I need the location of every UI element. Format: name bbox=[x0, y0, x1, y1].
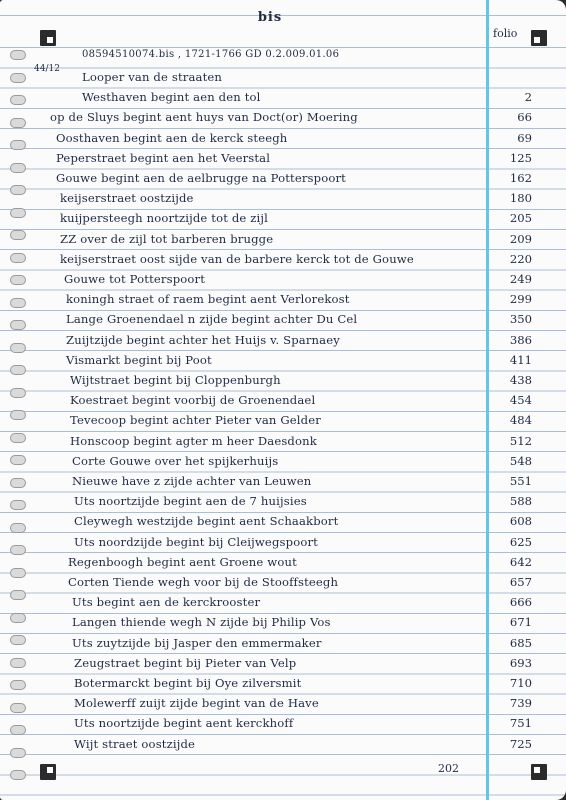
list-item bbox=[0, 674, 566, 694]
archive-reference: 08594510074.bis , 1721-1766 GD 0.2.009.01.06 bbox=[82, 49, 340, 60]
folio-number: 2 bbox=[524, 90, 532, 105]
folio-number: 548 bbox=[509, 453, 532, 468]
folio-number: 710 bbox=[509, 676, 532, 690]
street-entry-text: Botermarckt begint bij Oye zilversmit bbox=[74, 676, 302, 690]
street-entry-text: Molewerff zuijt zijde begint van de Have bbox=[74, 696, 319, 711]
folio-number: 693 bbox=[509, 655, 532, 670]
list-item bbox=[0, 391, 566, 411]
list-item bbox=[0, 472, 566, 492]
list-item bbox=[0, 553, 566, 573]
street-entry-text: Uts noortzijde begint aen de 7 huijsies bbox=[74, 494, 307, 509]
list-item bbox=[0, 613, 566, 633]
street-entry-text: Looper van de straaten bbox=[82, 70, 223, 84]
street-entry-text: Uts noordzijde begint bij Cleijwegspoort bbox=[74, 534, 318, 549]
folio-number: 299 bbox=[509, 292, 532, 307]
list-item bbox=[0, 694, 566, 714]
street-entry-text: Zuijtzijde begint achter het Huijs v. Sparnaey bbox=[66, 332, 340, 347]
list-item bbox=[0, 209, 566, 229]
street-entry-text: Vismarkt begint bij Poot bbox=[66, 352, 212, 367]
list-item bbox=[0, 230, 566, 250]
list-item bbox=[0, 452, 566, 472]
page-number: 202 bbox=[438, 762, 459, 775]
folio-number: 671 bbox=[509, 615, 532, 630]
list-item bbox=[0, 310, 566, 330]
folio-number: 125 bbox=[509, 150, 532, 165]
list-item bbox=[0, 169, 566, 189]
list-item bbox=[0, 270, 566, 290]
list-item bbox=[0, 290, 566, 310]
street-entry-text: Gouwe begint aen de aelbrugge na Potterspoort bbox=[56, 171, 346, 185]
street-entry-text: Langen thiende wegh N zijde bij Philip Vos bbox=[72, 615, 331, 630]
street-entry-text: Corte Gouwe over het spijkerhuijs bbox=[72, 453, 279, 468]
folio-number: 386 bbox=[509, 332, 532, 347]
folio-number: 205 bbox=[509, 211, 532, 226]
list-item bbox=[0, 250, 566, 270]
street-entry-text: Uts begint aen de kerckrooster bbox=[72, 595, 261, 610]
street-entry-text: Regenboogh begint aent Groene wout bbox=[68, 554, 297, 569]
folio-number: 751 bbox=[509, 716, 532, 731]
street-entry-text: op de Sluys begint aent huys van Doct(or) Moering bbox=[50, 110, 358, 125]
folio-number: 625 bbox=[509, 534, 532, 549]
folio-number: 666 bbox=[509, 595, 532, 610]
list-item bbox=[0, 411, 566, 431]
list-item bbox=[0, 714, 566, 734]
list-item bbox=[0, 149, 566, 169]
street-entry-text: Nieuwe have z zijde achter van Leuwen bbox=[72, 474, 312, 488]
folio-number: 162 bbox=[509, 171, 532, 185]
street-entry-text: ZZ over de zijl tot barberen brugge bbox=[60, 231, 274, 246]
list-item bbox=[0, 108, 566, 128]
street-entry-text: Cleywegh westzijde begint aent Schaakbort bbox=[74, 514, 339, 529]
street-entry-text: koningh straet of raem begint aent Verlorekost bbox=[66, 292, 350, 307]
list-item bbox=[0, 331, 566, 351]
folio-number: 739 bbox=[509, 696, 532, 711]
folio-number: 249 bbox=[509, 272, 532, 286]
list-item bbox=[0, 432, 566, 452]
folio-number: 588 bbox=[509, 494, 532, 509]
folio-column-header: folio bbox=[493, 27, 518, 40]
folio-number: 642 bbox=[509, 554, 532, 569]
folio-number: 66 bbox=[517, 110, 532, 125]
street-entry-text: Wijt straet oostzijde bbox=[74, 736, 196, 751]
folio-number: 484 bbox=[509, 413, 532, 428]
street-entry-text: Lange Groenendael n zijde begint achter Du Cel bbox=[66, 312, 358, 327]
list-item bbox=[0, 533, 566, 553]
street-entry-text: kuijpersteegh noortzijde tot de zijl bbox=[60, 211, 269, 226]
folio-number: 512 bbox=[509, 433, 532, 448]
folio-number: 685 bbox=[509, 635, 532, 650]
street-entry-text: Tevecoop begint achter Pieter van Gelder bbox=[70, 413, 321, 428]
street-entry-text: Zeugstraet begint bij Pieter van Velp bbox=[74, 655, 297, 670]
list-item bbox=[0, 512, 566, 532]
folio-number: 438 bbox=[509, 373, 532, 387]
street-entry-text: Koestraet begint voorbij de Groenendael bbox=[70, 393, 316, 408]
folio-number: 209 bbox=[509, 231, 532, 246]
list-item bbox=[0, 371, 566, 391]
street-entry-text: Uts zuytzijde bij Jasper den emmermaker bbox=[72, 635, 322, 650]
folio-number: 69 bbox=[517, 130, 532, 145]
page-title: bis bbox=[257, 10, 283, 25]
list-item bbox=[0, 735, 566, 755]
list-item bbox=[0, 654, 566, 674]
list-item bbox=[0, 351, 566, 371]
margin-note: 44/12 bbox=[34, 64, 60, 74]
list-item bbox=[0, 68, 566, 88]
folio-number: 220 bbox=[509, 251, 532, 266]
street-entry-text: Wijtstraet begint bij Cloppenburgh bbox=[70, 373, 281, 387]
street-entry-text: Corten Tiende wegh voor bij de Stooffsteegh bbox=[68, 575, 339, 589]
folio-number: 180 bbox=[509, 191, 532, 206]
list-item bbox=[0, 189, 566, 209]
street-entry-text: Gouwe tot Potterspoort bbox=[64, 272, 206, 286]
street-entry-text: Oosthaven begint aen de kerck steegh bbox=[56, 130, 288, 145]
street-entry-text: Honscoop begint agter m heer Daesdonk bbox=[70, 433, 317, 448]
street-entry-text: Uts noortzijde begint aent kerckhoff bbox=[74, 716, 294, 731]
folio-number: 350 bbox=[509, 312, 532, 327]
folio-number: 725 bbox=[509, 736, 532, 751]
list-item bbox=[0, 492, 566, 512]
folio-number: 411 bbox=[509, 352, 532, 367]
street-entry-text: Westhaven begint aen den tol bbox=[82, 90, 261, 105]
folio-number: 454 bbox=[509, 393, 532, 408]
list-item bbox=[0, 593, 566, 613]
list-item bbox=[0, 88, 566, 108]
folio-number: 551 bbox=[509, 474, 532, 488]
folio-number: 657 bbox=[509, 575, 532, 589]
list-item bbox=[0, 573, 566, 593]
street-entry-text: Peperstraet begint aen het Veerstal bbox=[56, 150, 271, 165]
list-item bbox=[0, 634, 566, 654]
street-entry-text: keijserstraet oostzijde bbox=[60, 191, 194, 206]
street-entry-text: keijserstraet oost sijde van de barbere kerck tot de Gouwe bbox=[60, 251, 414, 266]
folio-number: 608 bbox=[509, 514, 532, 529]
list-item bbox=[0, 129, 566, 149]
